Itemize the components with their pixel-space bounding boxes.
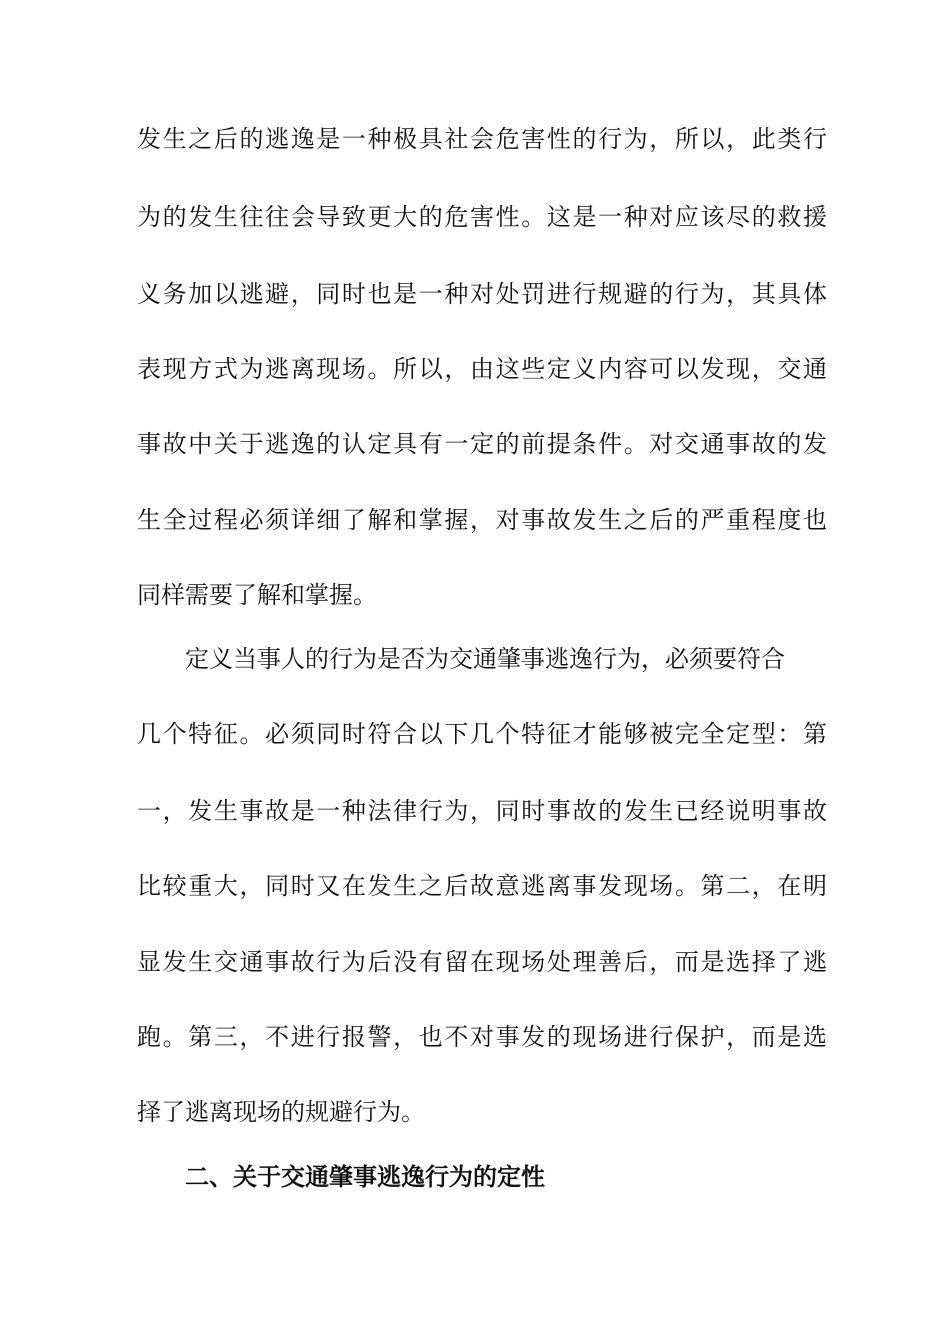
paragraph-line: 发生之后的逃逸是一种极具社会危害性的行为，所以，此类行 [137, 125, 827, 153]
paragraph-line: 为的发生往往会导致更大的危害性。这是一种对应该尽的救援 [137, 203, 827, 231]
paragraph-line: 择了逃离现场的规避行为。 [137, 1098, 425, 1126]
paragraph-line: 表现方式为逃离现场。所以，由这些定义内容可以发现，交通 [137, 355, 827, 383]
paragraph-line: 定义当事人的行为是否为交通肇事逃逸行为，必须要符合 [185, 645, 785, 673]
paragraph-line: 几个特征。必须同时符合以下几个特征才能够被完全定型：第 [137, 720, 827, 748]
paragraph-line: 一，发生事故是一种法律行为，同时事故的发生已经说明事故 [137, 797, 827, 825]
paragraph-line: 跑。第三，不进行报警，也不对事发的现场进行保护，而是选 [137, 1023, 827, 1051]
paragraph-line: 比较重大，同时又在发生之后故意逃离事发现场。第二，在明 [137, 872, 827, 900]
paragraph-line: 同样需要了解和掌握。 [137, 581, 377, 609]
paragraph-line: 事故中关于逃逸的认定具有一定的前提条件。对交通事故的发 [137, 430, 827, 458]
paragraph-line: 义务加以逃避，同时也是一种对处罚进行规避的行为，其具体 [137, 280, 827, 308]
section-heading: 二、关于交通肇事逃逸行为的定性 [185, 1163, 545, 1191]
paragraph-line: 显发生交通事故行为后没有留在现场处理善后，而是选择了逃 [137, 948, 827, 976]
paragraph-line: 生全过程必须详细了解和掌握，对事故发生之后的严重程度也 [137, 506, 827, 534]
